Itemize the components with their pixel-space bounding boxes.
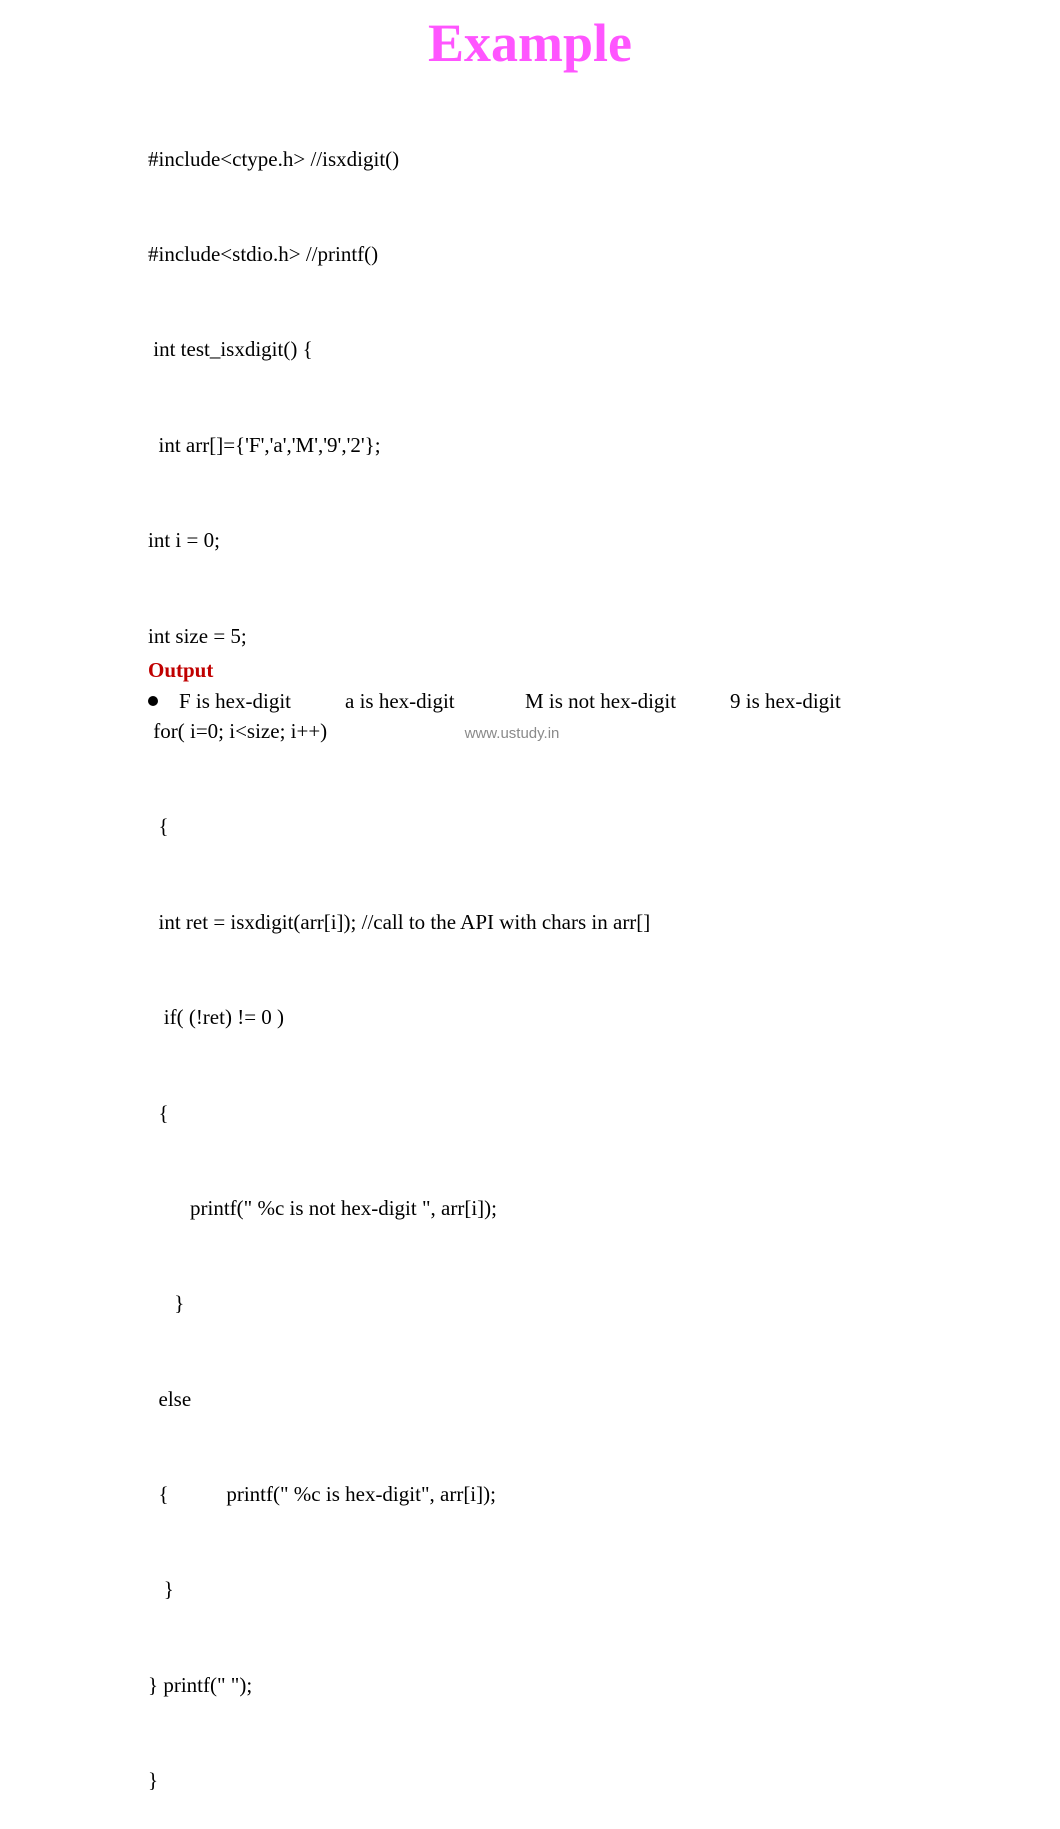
output-item: M is not hex-digit [525,689,677,713]
code-line: } printf(" "); [148,1672,253,1697]
code-line: { [148,1100,169,1125]
code-line: #include<ctype.h> //isxdigit() [148,146,400,171]
code-line: int ret = isxdigit(arr[i]); //call to the API with chars in arr[] [148,909,651,934]
code-line: for( i=0; i<size; i++) [148,718,328,743]
footer-url: www.ustudy.in [464,725,560,742]
output-item: a is hex-digit [345,689,455,713]
output-item: 9 is hex-digit [730,689,841,713]
code-line: { [148,814,169,839]
code-line: } [148,1577,174,1602]
slide-title: Example [427,13,632,73]
code-line: } [148,1768,159,1793]
bullet-icon [148,696,158,706]
code-line: } [148,1291,185,1316]
code-block [148,80,650,1829]
code-line: { printf(" %c is hex-digit", arr[i]); [148,1482,496,1507]
code-line: printf(" %c is not hex-digit ", arr[i]); [148,1195,497,1220]
output-bullet-row [148,686,841,716]
code-line: int size = 5; [148,623,247,648]
output-heading: Output [148,658,214,682]
code-line: int i = 0; [148,528,220,553]
code-line: int test_isxdigit() { [148,337,313,362]
code-line: #include<stdio.h> //printf() [148,241,379,266]
output-item: F is hex-digit [179,689,292,713]
code-line: int arr[]={'F','a','M','9','2'}; [148,432,381,457]
code-line: if( (!ret) != 0 ) [148,1005,285,1030]
code-line: else [148,1386,192,1411]
